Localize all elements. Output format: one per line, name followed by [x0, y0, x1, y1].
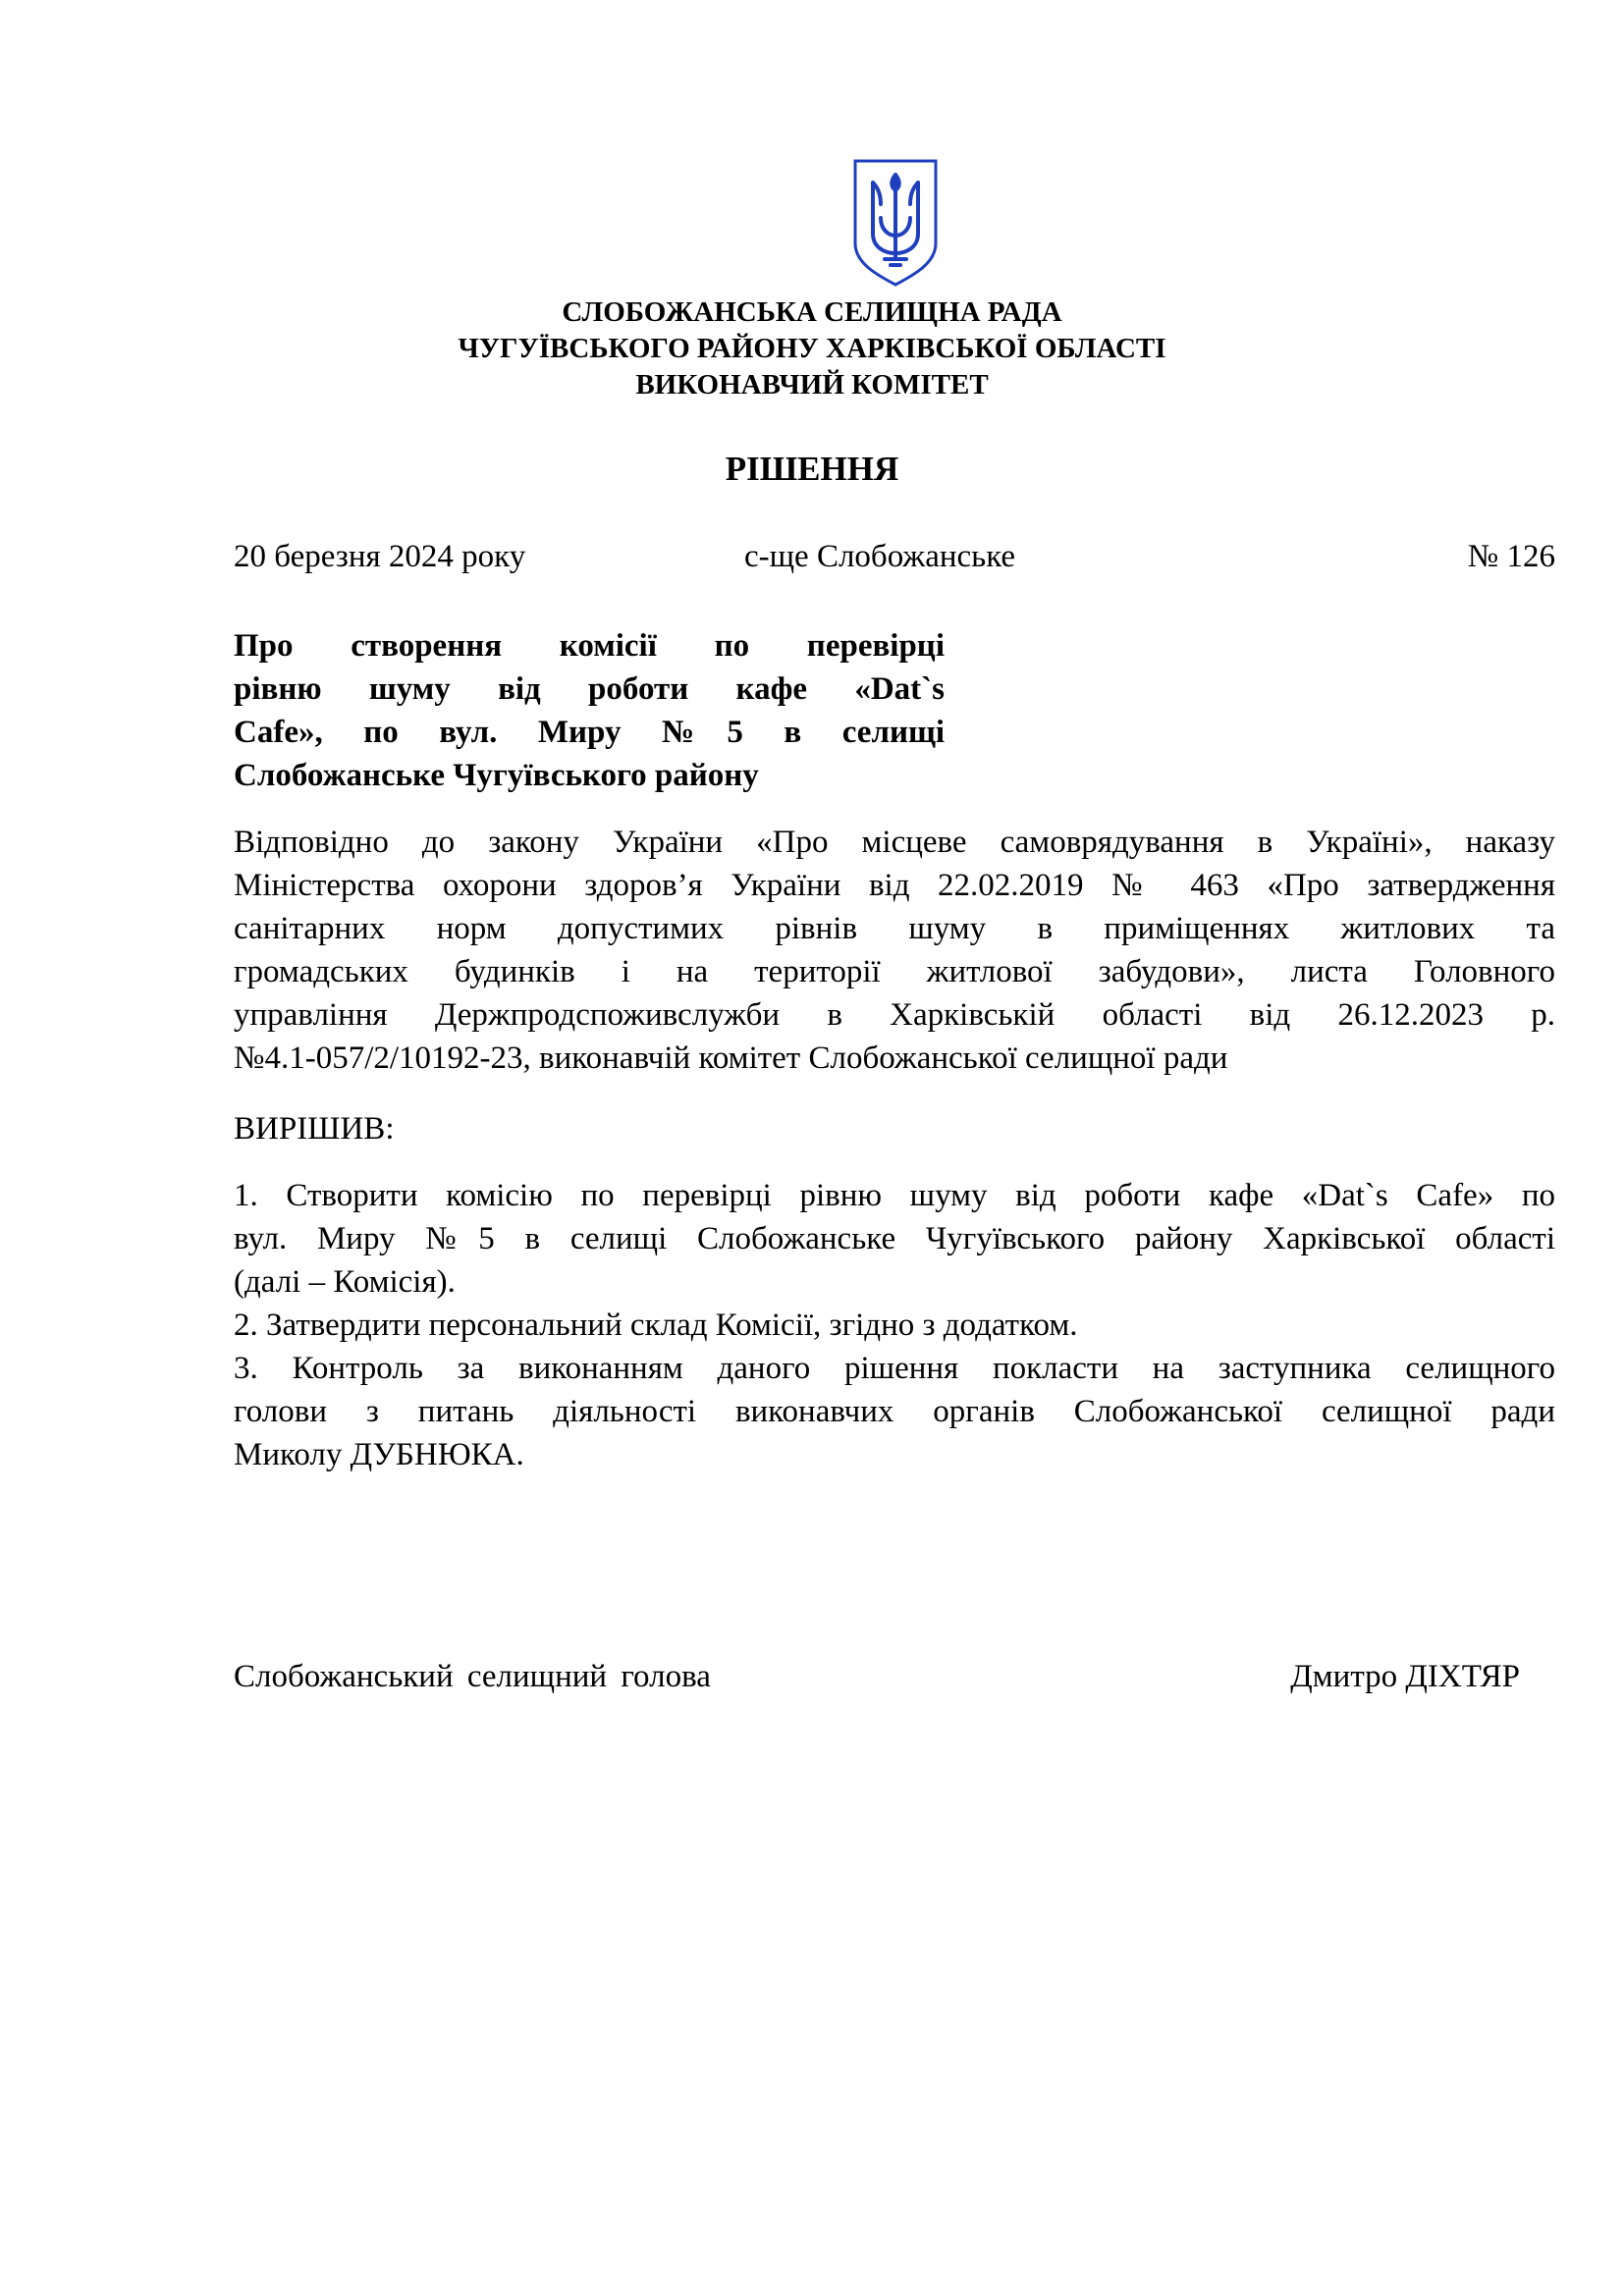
resolution-line: вул. Миру №5 в селищі Слобожанське Чугуївського району Харківської області: [234, 1221, 1555, 1256]
resolution-line: 1. Створити комісію по перевірці рівню шуму від роботи кафе «Dat`s Cafe» по: [234, 1178, 1555, 1213]
resolution-line: 2. Затвердити персональний склад Комісії, згідно з додатком.: [234, 1308, 1078, 1343]
document-meta: [234, 535, 1555, 578]
organization-header: [0, 294, 1624, 403]
header-line-council: СЛОБОЖАНСЬКА СЕЛИЩНА РАДА: [562, 296, 1062, 328]
preamble-line: Відповідно до закону України «Про місцеве самоврядування в Україні», наказу: [234, 825, 1555, 860]
header-line-district: ЧУГУЇВСЬКОГО РАЙОНУ ХАРКІВСЬКОЇ ОБЛАСТІ: [458, 333, 1166, 364]
resolved-label: ВИРІШИВ:: [234, 1111, 395, 1147]
signatory-position: Слобожанський селищний голова: [234, 1659, 711, 1694]
preamble-line: №4.1-057/2/10192-23, виконавчій комітет Слобожанської селищної ради: [234, 1041, 1228, 1076]
preamble-paragraph: [234, 821, 1555, 1080]
document-subject: [234, 624, 945, 797]
resolution-line: Миколу ДУБНЮКА.: [234, 1437, 524, 1472]
document-number: № 126: [1467, 539, 1555, 574]
resolution-items: [234, 1174, 1555, 1476]
subject-line: Про створення комісії по перевірці: [234, 628, 945, 664]
preamble-line: управління Держпродспоживслужби в Харківській області від 26.12.2023 р.: [234, 997, 1555, 1033]
preamble-line: Міністерства охорони здоров’я України від 22.02.2019 № 463 «Про затвердження: [234, 868, 1555, 903]
signature-block: [234, 1655, 1520, 1698]
document-title: РІШЕННЯ: [725, 450, 899, 488]
preamble-line: санітарних норм допустимих рівнів шуму в приміщеннях житлових та: [234, 911, 1555, 946]
subject-line: Cafe», по вул. Миру №5 в селищі: [234, 715, 945, 750]
header-line-committee: ВИКОНАВЧИЙ КОМІТЕТ: [635, 369, 989, 400]
resolution-line: (далі – Комісія).: [234, 1264, 456, 1300]
resolution-line: голови з питань діяльності виконавчих органів Слобожанської селищної ради: [234, 1394, 1555, 1429]
preamble-line: громадських будинків і на території житлової забудови», листа Головного: [234, 954, 1555, 989]
signatory-name: Дмитро ДІХТЯР: [1290, 1659, 1520, 1694]
coat-of-arms-emblem: [851, 157, 940, 288]
document-place: с-ще Слобожанське: [744, 539, 1016, 574]
subject-line: рівню шуму від роботи кафе «Dat`s: [234, 671, 945, 707]
document-date: 20 березня 2024 року: [234, 539, 526, 574]
resolution-line: 3. Контроль за виконанням даного рішення покласти на заступника селищного: [234, 1351, 1555, 1386]
subject-line: Слобожанське Чугуївського району: [234, 758, 759, 793]
